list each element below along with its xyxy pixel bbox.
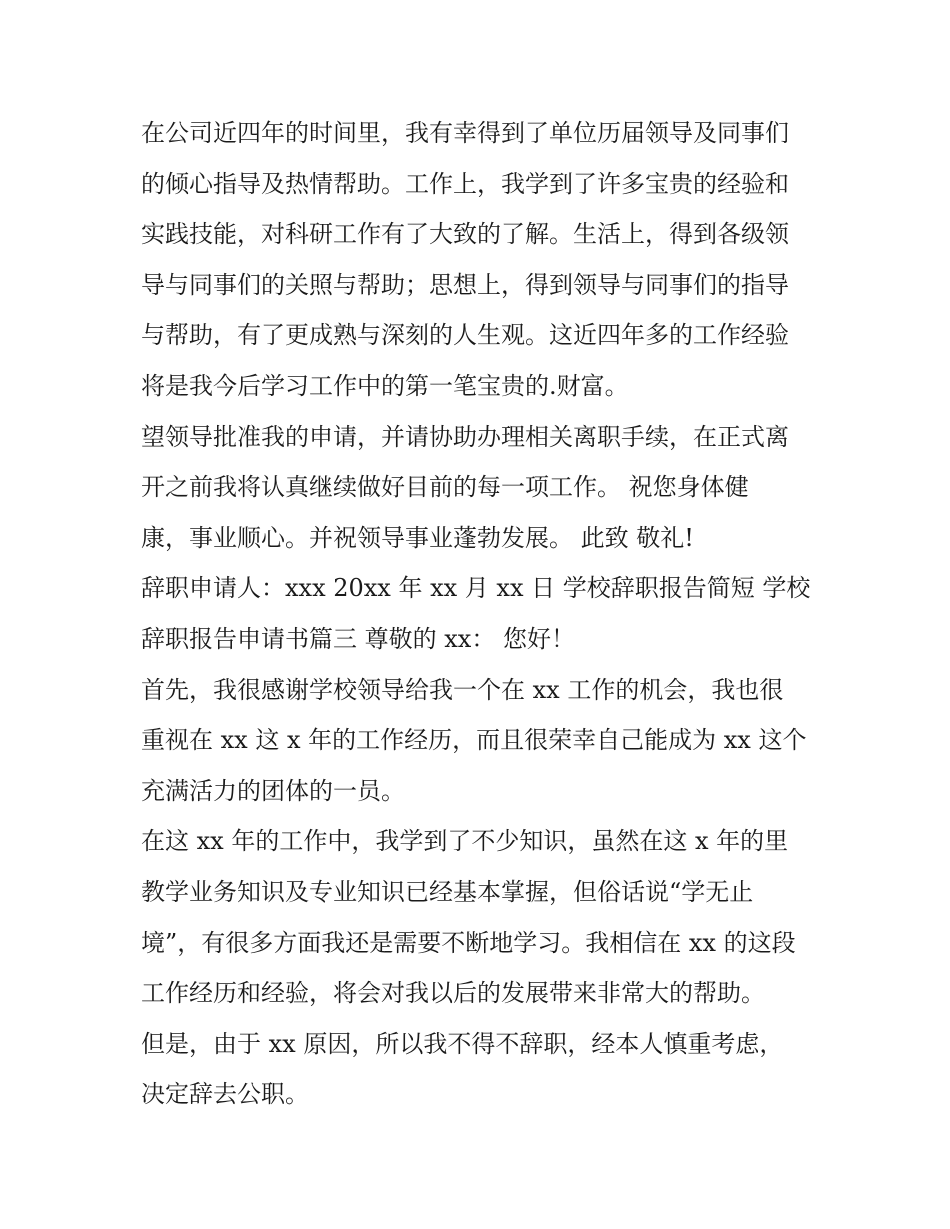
text-line: 充满活力的团体的一员。 [141,776,405,805]
body-text [141,108,841,1120]
text-line: 将是我今后学习工作中的第一笔宝贵的.财富。 [141,371,629,400]
text-line: 实践技能，对科研工作有了大致的了解。生活上，得到各级领 [141,220,789,249]
text-line: 境”，有很多方面我还是需要不断地学习。我相信在 xx 的这段 [141,928,796,957]
text-line: 在公司近四年的时间里，我有幸得到了单位历届领导及同事们 [141,119,789,147]
text-line: 辞职报告申请书篇三 尊敬的 xx： 您好！ [141,624,575,653]
text-line: 开之前我将认真继续做好目前的每一项工作。 祝您身体健 [141,473,749,502]
text-line: 教学业务知识及专业知识已经基本掌握，但俗话说“学无止 [141,877,754,906]
text-line: 首先，我很感谢学校领导给我一个在 xx 工作的机会，我也很 [141,675,784,704]
text-line: 但是，由于 xx 原因，所以我不得不辞职，经本人慎重考虑， [141,1029,784,1058]
text-line: 在这 xx 年的工作中，我学到了不少知识，虽然在这 x 年的里 [141,827,789,856]
text-line: 与帮助，有了更成熟与深刻的人生观。这近四年多的工作经验 [141,321,789,350]
text-line: 工作经历和经验，将会对我以后的发展带来非常大的帮助。 [141,979,765,1008]
text-line: 望领导批准我的申请，并请协助办理相关离职手续，在正式离 [141,422,789,451]
text-line: 辞职申请人：xxx 20xx 年 xx 月 xx 日 学校辞职报告简短 学校 [141,574,811,603]
text-line: 的倾心指导及热情帮助。工作上，我学到了许多宝贵的经验和 [141,169,789,198]
text-line: 康，事业顺心。并祝领导事业蓬勃发展。 此致 敬礼! [141,523,694,552]
text-line: 重视在 xx 这 x 年的工作经历，而且很荣幸自己能成为 xx 这个 [141,726,807,755]
text-line: 决定辞去公职。 [141,1080,309,1109]
text-line: 导与同事们的关照与帮助；思想上，得到领导与同事们的指导 [141,270,789,299]
